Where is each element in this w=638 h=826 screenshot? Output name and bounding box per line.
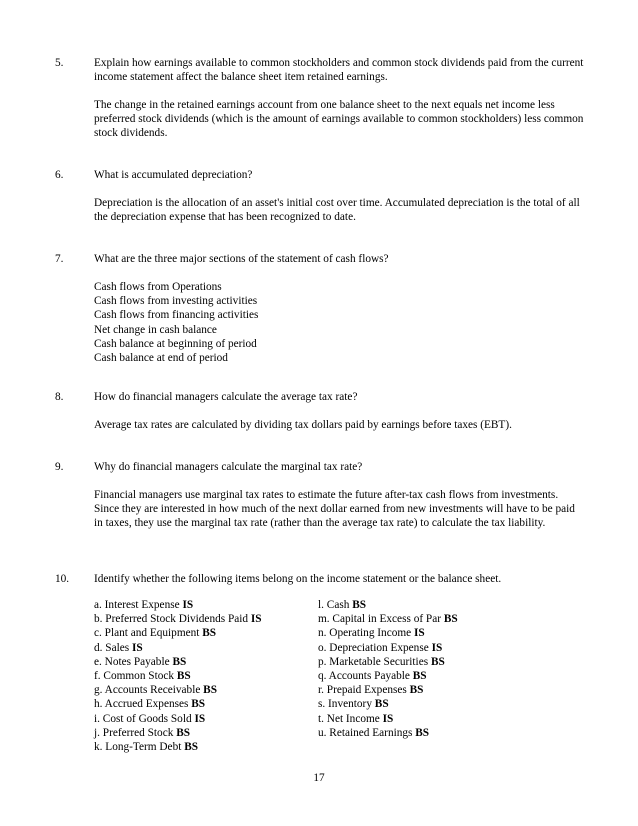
- item-label: h. Accrued Expenses: [94, 698, 192, 711]
- item-tag: IS: [131, 641, 143, 654]
- question-number: 9.: [55, 461, 64, 473]
- list-item: [318, 726, 458, 740]
- item-tag: BS: [191, 698, 206, 711]
- item-tag: IS: [194, 712, 206, 725]
- item-label: a. Interest Expense: [94, 599, 183, 611]
- list-item: [318, 612, 458, 626]
- list-item: [94, 641, 262, 655]
- item-label: e. Notes Payable: [94, 655, 173, 668]
- item-label: s. Inventory: [318, 698, 375, 711]
- question-number: 5.: [55, 57, 64, 69]
- page-number: 17: [313, 772, 325, 784]
- item-tag: BS: [352, 599, 367, 611]
- list-item: [318, 683, 458, 697]
- item-label: o. Depreciation Expense: [318, 641, 432, 654]
- item-tag: IS: [414, 627, 425, 640]
- item-tag: BS: [430, 655, 445, 668]
- item-tag: BS: [172, 655, 187, 668]
- item-label: c. Plant and Equipment: [94, 627, 203, 640]
- list-item: [94, 740, 262, 754]
- list-item: [94, 697, 262, 711]
- item-label: b. Preferred Stock Dividends Paid: [94, 613, 251, 626]
- answer-5: [94, 98, 584, 141]
- question-text: What is accumulated depreciation?: [94, 169, 253, 181]
- item-label: t. Net Income: [318, 712, 383, 725]
- question-number: 10.: [55, 573, 70, 585]
- question-text: Identify whether the following items belong on the income statement or the balance sheet.: [94, 573, 502, 585]
- question-text: How do financial managers calculate the average tax rate?: [94, 391, 358, 403]
- item-tag: IS: [250, 613, 262, 626]
- list-item: Cash flows from Operations: [94, 281, 222, 293]
- answer-7-list: [94, 280, 258, 365]
- list-item: [318, 697, 458, 711]
- item-label: n. Operating Income: [318, 627, 414, 640]
- list-item: [318, 655, 458, 669]
- question-text: What are the three major sections of the statement of cash flows?: [94, 253, 389, 265]
- question-text: Explain how earnings available to common stockholders and common stock dividends paid from the current income statement affect the balance sheet item retained earnings.: [94, 57, 584, 84]
- item-tag: BS: [443, 613, 458, 626]
- list-item: [318, 641, 458, 655]
- list-item: Cash flows from investing activities: [94, 295, 258, 308]
- answer-text: The change in the retained earnings account from one balance sheet to the next equals net income less preferred stock dividends (which is the amount of earnings available to common stockholders) less common stock dividends.: [94, 99, 584, 140]
- list-item: Net change in cash balance: [94, 323, 217, 336]
- item-tag: BS: [412, 669, 427, 682]
- list-item: [94, 598, 262, 612]
- list-item: [94, 626, 262, 640]
- item-tag: BS: [409, 684, 424, 697]
- item-label: u. Retained Earnings: [318, 726, 416, 739]
- item-label: q. Accounts Payable: [318, 669, 413, 682]
- items-left-column: [94, 598, 262, 754]
- list-item: [94, 669, 262, 683]
- list-item: [318, 598, 458, 612]
- answer-text: Financial managers use marginal tax rates to estimate the future after-tax cash flows from investments. Since they are interested in how much of the next dollar earned from new investments will have to be paid in taxes, they use the marginal tax rate (rather than the average tax rate) to calculate the tax liability.: [94, 489, 575, 530]
- list-item: [94, 726, 262, 740]
- list-item: [94, 712, 262, 726]
- item-tag: IS: [382, 712, 394, 725]
- item-tag: BS: [176, 669, 191, 682]
- list-item: Cash balance at beginning of period: [94, 337, 257, 350]
- item-tag: BS: [184, 740, 199, 753]
- item-tag: BS: [415, 726, 430, 739]
- list-item: [318, 669, 458, 683]
- answer-text: Depreciation is the allocation of an asset's initial cost over time. Accumulated depreciation is the total of all the depreciation expense that has been recognized to date.: [94, 197, 580, 224]
- item-tag: BS: [374, 698, 389, 711]
- item-label: p. Marketable Securities: [318, 655, 431, 668]
- answer-8: [94, 418, 584, 432]
- list-item: [318, 712, 458, 726]
- item-tag: BS: [203, 684, 217, 697]
- list-item: [94, 612, 262, 626]
- list-item: [318, 626, 458, 640]
- item-tag: IS: [182, 599, 194, 611]
- question-number: 7.: [55, 253, 64, 265]
- answer-6: [94, 196, 584, 224]
- item-tag: IS: [431, 641, 443, 654]
- items-right-column: [318, 598, 458, 740]
- item-label: j. Preferred Stock: [94, 726, 177, 739]
- item-label: m. Capital in Excess of Par: [318, 613, 444, 626]
- item-label: k. Long-Term Debt: [94, 740, 185, 753]
- list-item: Cash flows from financing activities: [94, 309, 259, 322]
- answer-text: Average tax rates are calculated by dividing tax dollars paid by earnings before taxes (EBT).: [94, 419, 512, 431]
- list-item: [94, 683, 262, 697]
- item-label: g. Accounts Receivable: [94, 684, 204, 697]
- item-tag: BS: [202, 627, 217, 640]
- list-item: Cash balance at end of period: [94, 352, 228, 365]
- item-label: i. Cost of Goods Sold: [94, 712, 195, 725]
- question-number: 6.: [55, 169, 64, 181]
- item-label: f. Common Stock: [94, 669, 177, 682]
- question-text: Why do financial managers calculate the marginal tax rate?: [94, 461, 363, 473]
- item-label: l. Cash: [318, 599, 353, 611]
- item-label: d. Sales: [94, 641, 132, 654]
- answer-9: [94, 488, 584, 531]
- list-item: [94, 655, 262, 669]
- question-number: 8.: [55, 391, 64, 403]
- item-label: r. Prepaid Expenses: [318, 684, 410, 697]
- item-tag: BS: [176, 726, 191, 739]
